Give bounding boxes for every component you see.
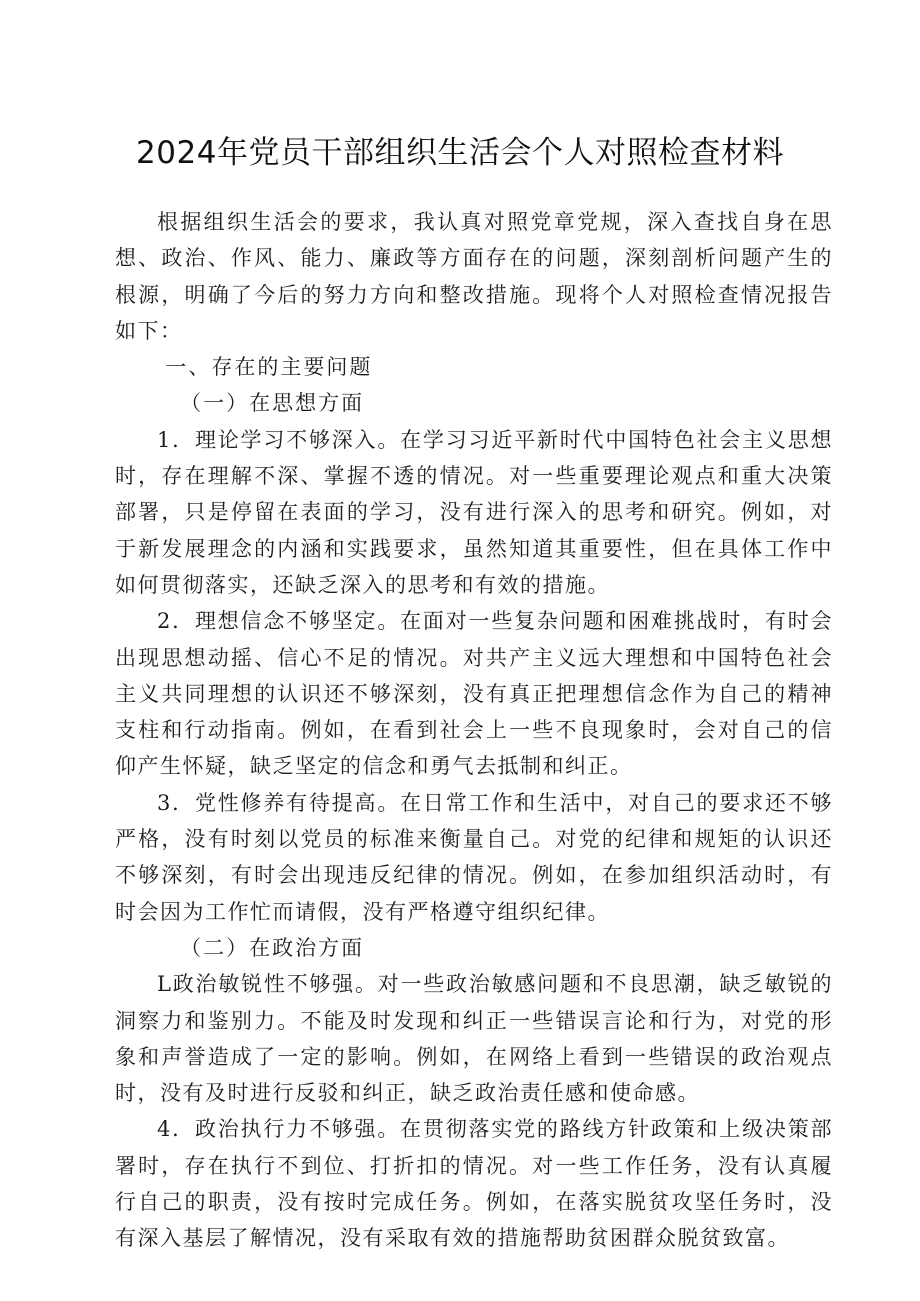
document-body — [115, 204, 833, 1257]
intro-paragraph: 根据组织生活会的要求，我认真对照党章党规，深入查找自身在思想、政治、作风、能力、廉政等方面存在的问题，深刻剖析问题产生的根源，明确了今后的努力方向和整改措施。现将个人对照检查情况报告如下： — [115, 210, 833, 343]
subsection-heading-ideology: （一）在思想方面 — [180, 391, 365, 416]
paragraph-item-1: 1．理论学习不够深入。在学习习近平新时代中国特色社会主义思想时，存在理解不深、掌握不透的情况。对一些重要理论观点和重大决策部署，只是停留在表面的学习，没有进行深入的思考和研究。例如，对于新发展理念的内涵和实践要求，虽然知道其重要性，但在具体工作中如何贯彻落实，还缺乏深入的思考和有效的措施。 — [115, 427, 833, 597]
subsection-heading-politics: （二）在政治方面 — [180, 935, 365, 960]
paragraph-item-5: 4．政治执行力不够强。在贯彻落实党的路线方针政策和上级决策部署时，存在执行不到位、打折扣的情况。对一些工作任务，没有认真履行自己的职责，没有按时完成任务。例如，在落实脱贫攻坚任务时，没有深入基层了解情况，没有采取有效的措施帮助贫困群众脱贫致富。 — [115, 1117, 833, 1251]
section-heading-problems: 一、存在的主要问题 — [165, 355, 373, 380]
paragraph-item-2: 2．理想信念不够坚定。在面对一些复杂问题和困难挑战时，有时会出现思想动摇、信心不足的情况。对共产主义远大理想和中国特色社会主义共同理想的认识还不够深刻，没有真正把理想信念作为自己的精神支柱和行动指南。例如，在看到社会上一些不良现象时，会对自己的信仰产生怀疑，缺乏坚定的信念和勇气去抵制和纠正。 — [115, 609, 833, 779]
document-title: 2024年党员干部组织生活会个人对照检查材料 — [136, 135, 784, 171]
paragraph-item-3: 3．党性修养有待提高。在日常工作和生活中，对自己的要求还不够严格，没有时刻以党员的标准来衡量自己。对党的纪律和规矩的认识还不够深刻，有时会出现违反纪律的情况。例如，在参加组织活动时，有时会因为工作忙而请假，没有严格遵守组织纪律。 — [115, 790, 833, 924]
paragraph-item-4: L政治敏锐性不够强。对一些政治敏感问题和不良思潮，缺乏敏锐的洞察力和鉴别力。不能及时发现和纠正一些错误言论和行为，对党的形象和声誉造成了一定的影响。例如，在网络上看到一些错误的政治观点时，没有及时进行反驳和纠正，缺乏政治责任感和使命感。 — [115, 972, 833, 1106]
